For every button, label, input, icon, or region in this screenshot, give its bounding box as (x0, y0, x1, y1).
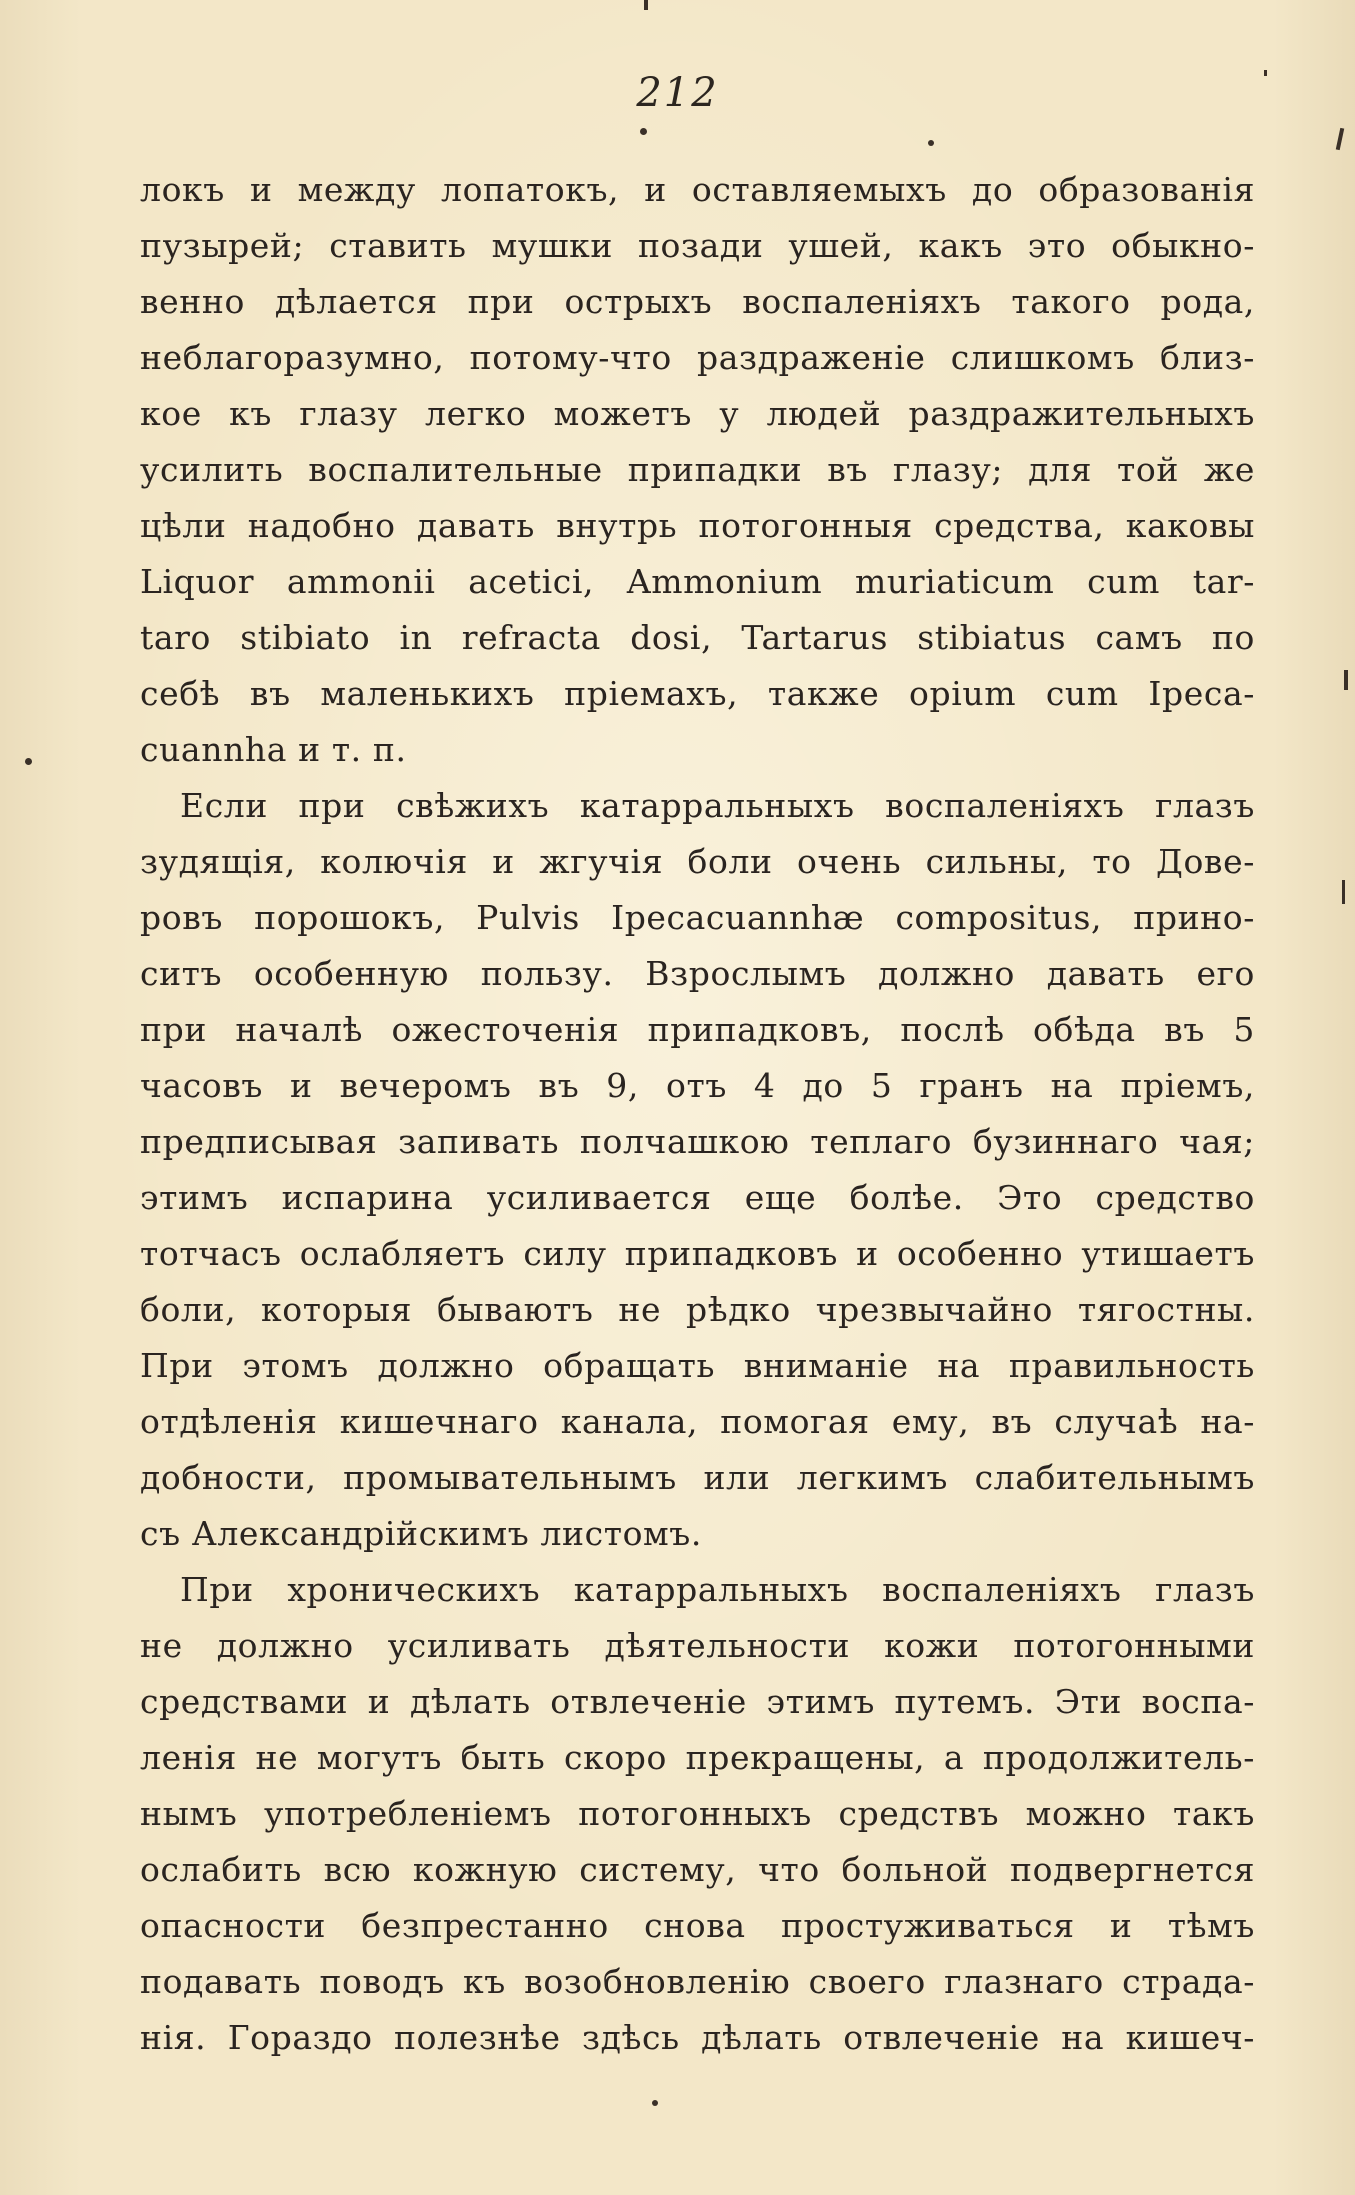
text-line: боли, которыя бываютъ не рѣдко чрезвычайно тягостны. (140, 1290, 1255, 1329)
scan-mark (644, 0, 648, 10)
text-line: При этомъ должно обращать вниманіе на правильность (140, 1346, 1255, 1385)
paragraph-first-line: При хроническихъ катарральныхъ воспаленіяхъ глазъ (180, 1570, 1255, 1609)
text-line: не должно усиливать дѣятельности кожи потогонными (140, 1626, 1255, 1665)
text-line: taro stibiato in refracta dosi, Tartarus stibiatus самъ по (140, 618, 1255, 657)
text-line: венно дѣлается при острыхъ воспаленіяхъ такого рода, (140, 282, 1255, 321)
scan-mark (1344, 670, 1348, 690)
page-number: 212 (636, 70, 719, 116)
ink-speck (652, 2100, 658, 2106)
text-line: неблагоразумно, потому-что раздраженіе слишкомъ близ- (140, 338, 1255, 377)
text-line: опасности безпрестанно снова простуживаться и тѣмъ (140, 1906, 1255, 1945)
text-line: усилить воспалительные припадки въ глазу; для той же (140, 450, 1255, 489)
paragraph-first-line: Если при свѣжихъ катарральныхъ воспаленіяхъ глазъ (180, 786, 1255, 825)
ink-speck (640, 128, 647, 135)
text-line: часовъ и вечеромъ въ 9, отъ 4 до 5 гранъ на пріемъ, (140, 1066, 1255, 1105)
text-line: этимъ испарина усиливается еще болѣе. Это средство (140, 1178, 1255, 1217)
ink-speck (25, 758, 32, 765)
text-line: ситъ особенную пользу. Взрослымъ должно давать его (140, 954, 1255, 993)
text-line: себѣ въ маленькихъ пріемахъ, также opium cum Ipeca- (140, 674, 1255, 713)
text-line: ленія не могутъ быть скоро прекращены, а продолжитель- (140, 1738, 1255, 1777)
text-line: предписывая запивать полчашкою теплаго бузиннаго чая; (140, 1122, 1255, 1161)
scan-mark (1336, 128, 1344, 150)
text-line: нымъ употребленіемъ потогонныхъ средствъ можно такъ (140, 1794, 1255, 1833)
scan-mark (1264, 70, 1267, 76)
text-line: пузырей; ставить мушки позади ушей, какъ это обыкно- (140, 226, 1255, 265)
text-line: при началѣ ожесточенія припадковъ, послѣ обѣда въ 5 (140, 1010, 1255, 1049)
text-line: отдѣленія кишечнаго канала, помогая ему, въ случаѣ на- (140, 1402, 1255, 1441)
text-line: средствами и дѣлать отвлеченіе этимъ путемъ. Эти воспа- (140, 1682, 1255, 1721)
body-text (140, 162, 1255, 2066)
text-line: добности, промывательнымъ или легкимъ слабительнымъ (140, 1458, 1255, 1497)
text-line: подавать поводъ къ возобновленію своего глазнаго страда- (140, 1962, 1255, 2001)
text-line: зудящія, колючія и жгучія боли очень сильны, то Дове- (140, 842, 1255, 881)
text-line: ровъ порошокъ, Pulvis Ipecacuannhæ compositus, прино- (140, 898, 1255, 937)
scan-mark (1342, 880, 1345, 904)
text-line: ослабить всю кожную систему, что больной подвергнется (140, 1850, 1255, 1889)
ink-speck (928, 140, 934, 146)
text-line: кое къ глазу легко можетъ у людей раздражительныхъ (140, 394, 1255, 433)
text-line: Liquor ammonii acetici, Ammonium muriaticum cum tar- (140, 562, 1255, 601)
text-line: нія. Гораздо полезнѣе здѣсь дѣлать отвлеченіе на кишеч- (140, 2018, 1255, 2057)
text-line: тотчасъ ослабляетъ силу припадковъ и особенно утишаетъ (140, 1234, 1255, 1273)
text-line: cuannha и т. п. (140, 730, 407, 769)
text-line: цѣли надобно давать внутрь потогонныя средства, каковы (140, 506, 1255, 545)
text-line: локъ и между лопатокъ, и оставляемыхъ до образованія (140, 170, 1255, 209)
text-line: съ Александрійскимъ листомъ. (140, 1514, 702, 1553)
